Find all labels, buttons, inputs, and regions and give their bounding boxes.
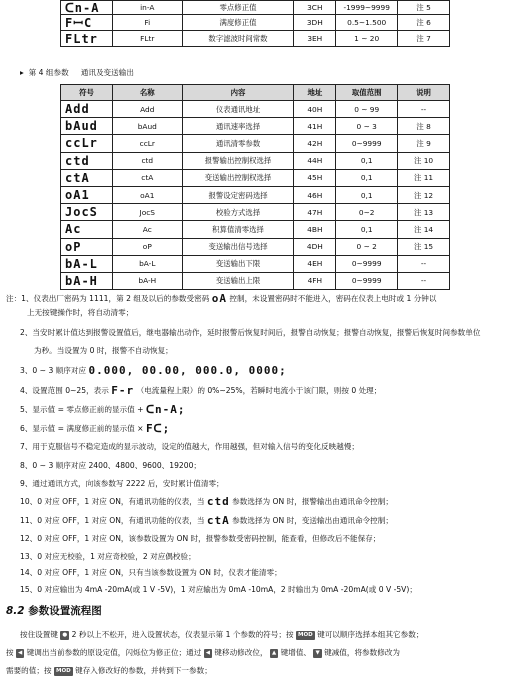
procedure-text: 键增值、 [280, 648, 312, 657]
addr-cell: 41H [294, 118, 336, 135]
name-cell: oA1 [112, 186, 182, 203]
note-cell: -- [398, 101, 450, 118]
content-cell: 零点修正值 [182, 1, 294, 15]
content-cell: 变送输出下限 [182, 255, 294, 272]
table-row [61, 135, 450, 152]
note-2-cont [34, 345, 521, 357]
note-cell: -- [398, 255, 450, 272]
section-title: 参数设置流程图 [28, 605, 102, 617]
range-cell: 0,1 [336, 186, 398, 203]
note-text: 6、显示值 = 满度修正前的显示值 × [20, 424, 144, 433]
name-cell: oP [112, 238, 182, 255]
note-cell: 注 11 [398, 169, 450, 186]
note-text: 9、通过通讯方式，向该参数写 2222 后，安时累计值清零； [20, 479, 224, 488]
section-4-heading [20, 67, 134, 78]
name-cell: in-A [112, 1, 182, 15]
range-cell: 0,1 [336, 152, 398, 169]
name-cell: Fi [112, 15, 182, 31]
symbol-cell: bAud [61, 118, 113, 135]
table-row [61, 169, 450, 186]
param-table-group4 [60, 84, 450, 290]
name-cell: ctd [112, 152, 182, 169]
procedure-text: 需要的值；按 [6, 666, 52, 675]
range-cell: 0 ~ 3 [336, 118, 398, 135]
addr-cell: 40H [294, 101, 336, 118]
content-cell: 报警设定密码选择 [182, 186, 294, 203]
symbol-cell: bA-L [61, 255, 113, 272]
content-cell: 满度修正值 [182, 15, 294, 31]
segment-symbol: 0.000, 00.00, 000.0, 0000; [88, 364, 287, 377]
content-cell: 数字滤波时间常数 [182, 31, 294, 47]
note-text: 上无按键操作时，将自动清零； [27, 308, 134, 317]
note-cell: 注 7 [398, 31, 450, 47]
procedure-text: 键移动修改位， [214, 648, 268, 657]
table-row [61, 186, 450, 203]
segment-symbol: ctA [206, 514, 230, 527]
addr-cell: 4EH [294, 255, 336, 272]
note-13 [20, 551, 521, 563]
name-cell: Ac [112, 221, 182, 238]
content-cell: 变送输出控制权选择 [182, 169, 294, 186]
note-text: 4、设置范围 0~25，表示 [20, 386, 109, 395]
procedure-text: 键减值，将参数修改为 [324, 648, 401, 657]
symbol-cell: JocS [61, 204, 113, 221]
name-cell: bA-H [112, 272, 182, 289]
name-cell: bAud [112, 118, 182, 135]
content-cell: 通讯速率选择 [182, 118, 294, 135]
range-cell: 0,1 [336, 221, 398, 238]
name-cell: Add [112, 101, 182, 118]
procedure-text: 按住设置键 [20, 630, 58, 639]
table-row [61, 152, 450, 169]
note-cell: -- [398, 272, 450, 289]
symbol-cell: oP [61, 238, 113, 255]
symbol-cell: ccLr [61, 135, 113, 152]
range-cell: 0~2 [336, 204, 398, 221]
range-cell: 0.5~1.500 [336, 15, 398, 31]
table-header-row [61, 85, 450, 101]
table-row [61, 204, 450, 221]
header-range: 取值范围 [336, 85, 398, 101]
note-2 [20, 327, 520, 339]
section-8-2-heading [6, 603, 102, 618]
symbol-cell: Ac [61, 221, 113, 238]
procedure-text: 键存入修改好的参数，并转到下一参数； [75, 666, 212, 675]
symbol-cell: Add [61, 101, 113, 118]
procedure-text: 按 [6, 648, 14, 657]
note-cell: 注 5 [398, 1, 450, 15]
segment-symbol: ctd [206, 495, 230, 508]
segment-symbol: Fᑕ; [145, 422, 171, 435]
set-key-icon: ● [62, 631, 68, 638]
range-cell: 0~9999 [336, 255, 398, 272]
content-cell: 仪表通讯地址 [182, 101, 294, 118]
content-cell: 变送输出信号选择 [182, 238, 294, 255]
addr-cell: 46H [294, 186, 336, 203]
range-cell: -1999~9999 [336, 1, 398, 15]
segment-symbol: F-r [111, 384, 135, 397]
addr-cell: 4DH [294, 238, 336, 255]
note-8 [20, 460, 521, 472]
header-name: 名称 [112, 85, 182, 101]
addr-cell: 4BH [294, 221, 336, 238]
note-7 [20, 441, 521, 453]
symbol-cell: ctA [61, 169, 113, 186]
procedure-text: 键可以顺序选择本组其它参数； [317, 630, 424, 639]
note-cell: 注 10 [398, 152, 450, 169]
procedure-line-3 [6, 662, 518, 680]
content-cell: 通讯清零参数 [182, 135, 294, 152]
note-text: 注：1、仪表出厂密码为 1111，第 2 组及以后的参数受密码 [6, 294, 210, 303]
procedure-line-1 [20, 626, 521, 644]
note-text: 5、显示值 = 零点修正前的显示值 + [20, 405, 144, 414]
range-cell: 0~9999 [336, 135, 398, 152]
addr-cell: 3CH [294, 1, 336, 15]
procedure-line-2 [6, 644, 518, 662]
range-cell: 0 ~ 2 [336, 238, 398, 255]
section-number: 8.2 [6, 605, 25, 617]
name-cell: bA-L [112, 255, 182, 272]
addr-cell: 4FH [294, 272, 336, 289]
note-11 [20, 515, 521, 527]
name-cell: FLtr [112, 31, 182, 47]
table-row [61, 31, 450, 47]
section-label: 第 4 组参数 [28, 68, 69, 77]
mod-key-icon: MOD [55, 667, 71, 674]
table-row [61, 15, 450, 31]
top-param-table [60, 0, 450, 47]
left-key-icon: ◀ [205, 649, 210, 656]
up-key-icon: ▲ [271, 649, 277, 656]
table-row [61, 272, 450, 289]
note-6 [20, 423, 521, 435]
addr-cell: 45H [294, 169, 336, 186]
table-row [61, 101, 450, 118]
table-body [61, 101, 450, 290]
content-cell: 报警输出控制权选择 [182, 152, 294, 169]
table-row [61, 118, 450, 135]
symbol-cell: FꟷC [61, 15, 113, 31]
segment-symbol: oA [211, 292, 227, 305]
header-address: 地址 [294, 85, 336, 101]
content-cell: 校验方式选择 [182, 204, 294, 221]
note-5 [20, 404, 521, 416]
note-text: 13、0 对应无校验，1 对应奇校验，2 对应偶校验； [20, 552, 196, 561]
symbol-cell: oA1 [61, 186, 113, 203]
table-row [61, 238, 450, 255]
note-text: 为秒。当设置为 0 时，报警不自动恢复； [34, 346, 173, 355]
note-text: 控制，未设置密码时不能进入，密码在仪表上电时或 1 分钟以 [229, 294, 437, 303]
table-row [61, 255, 450, 272]
symbol-cell: ᑕn-A [61, 1, 113, 15]
content-cell: 积算值清零选择 [182, 221, 294, 238]
symbol-cell: FLtr [61, 31, 113, 47]
mod-key-icon: MOD [297, 631, 313, 638]
header-content: 内容 [182, 85, 294, 101]
note-cell: 注 15 [398, 238, 450, 255]
note-4 [20, 385, 521, 397]
note-14 [20, 567, 521, 579]
note-text: 3、0 ~ 3 顺序对应 [20, 366, 87, 375]
note-text: 11、0 对应 OFF，1 对应 ON，有通讯功能的仪表，当 [20, 516, 205, 525]
addr-cell: 42H [294, 135, 336, 152]
name-cell: JocS [112, 204, 182, 221]
name-cell: ccLr [112, 135, 182, 152]
note-text: （电流量程上限）的 0%~25%，若瞬时电流小于该门限，则按 0 处理； [136, 386, 382, 395]
range-cell: 0~9999 [336, 272, 398, 289]
range-cell: 1 ~ 20 [336, 31, 398, 47]
section-title: 通讯及变送输出 [80, 68, 134, 77]
note-1 [6, 293, 516, 305]
note-text: 12、0 对应 OFF，1 对应 ON，该参数设置为 ON 时，报警参数受密码控制，能查看，但修改后不能保存； [20, 534, 381, 543]
content-cell: 变送输出上限 [182, 272, 294, 289]
addr-cell: 44H [294, 152, 336, 169]
note-text: 参数选择为 ON 时，变送输出由通讯命令控制； [232, 516, 393, 525]
symbol-cell: ctd [61, 152, 113, 169]
note-text: 2、当安时累计值达到报警设置值后，继电器输出动作，延时报警后恢复时间后，报警自动恢复；报警自动恢复，报警后恢复时间参数单位 [20, 328, 481, 337]
header-note: 说明 [398, 85, 450, 101]
down-key-icon: ▼ [315, 649, 320, 656]
note-cell: 注 6 [398, 15, 450, 31]
note-12 [20, 533, 521, 545]
segment-symbol: ᑕn-A; [145, 403, 186, 416]
table-row [61, 221, 450, 238]
procedure-text: 2 秒以上不松开，进入设置状态，仪表显示第 1 个参数的符号；按 [71, 630, 294, 639]
note-3 [20, 365, 521, 377]
header-symbol: 符号 [61, 85, 113, 101]
name-cell: ctA [112, 169, 182, 186]
note-9 [20, 478, 521, 490]
note-10 [20, 496, 521, 508]
addr-cell: 3EH [294, 31, 336, 47]
range-cell: 0 ~ 99 [336, 101, 398, 118]
range-cell: 0,1 [336, 169, 398, 186]
bullet-icon: ▸ [20, 68, 24, 77]
addr-cell: 47H [294, 204, 336, 221]
note-text: 7、用于克服信号不稳定造成的显示波动，设定的值越大，作用越强，但对输入信号的变化反映越慢； [20, 442, 359, 451]
procedure-text: 键调出当前参数的原设定值，闪烁位为修正位；通过 [26, 648, 202, 657]
note-cell: 注 13 [398, 204, 450, 221]
note-text: 8、0 ~ 3 顺序对应 2400、4800、9600、19200； [20, 461, 201, 470]
note-1-cont [27, 307, 521, 319]
note-cell: 注 9 [398, 135, 450, 152]
note-cell: 注 14 [398, 221, 450, 238]
note-cell: 注 12 [398, 186, 450, 203]
note-text: 10、0 对应 OFF，1 对应 ON，有通讯功能的仪表，当 [20, 497, 205, 506]
note-15 [20, 584, 520, 596]
note-text: 14、0 对应 OFF，1 对应 ON，只有当该参数设置为 ON 时，仪表才能清零； [20, 568, 282, 577]
left-key-icon: ◀ [18, 649, 23, 656]
table-row [61, 1, 450, 15]
symbol-cell: bA-H [61, 272, 113, 289]
addr-cell: 3DH [294, 15, 336, 31]
note-cell: 注 8 [398, 118, 450, 135]
note-text: 15、0 对应输出为 4mA -20mA(或 1 V -5V)，1 对应输出为 0mA -10mA，2 时输出为 0mA -20mA(或 0 V -5V)； [20, 585, 417, 594]
note-text: 参数选择为 ON 时，报警输出由通讯命令控制； [232, 497, 393, 506]
